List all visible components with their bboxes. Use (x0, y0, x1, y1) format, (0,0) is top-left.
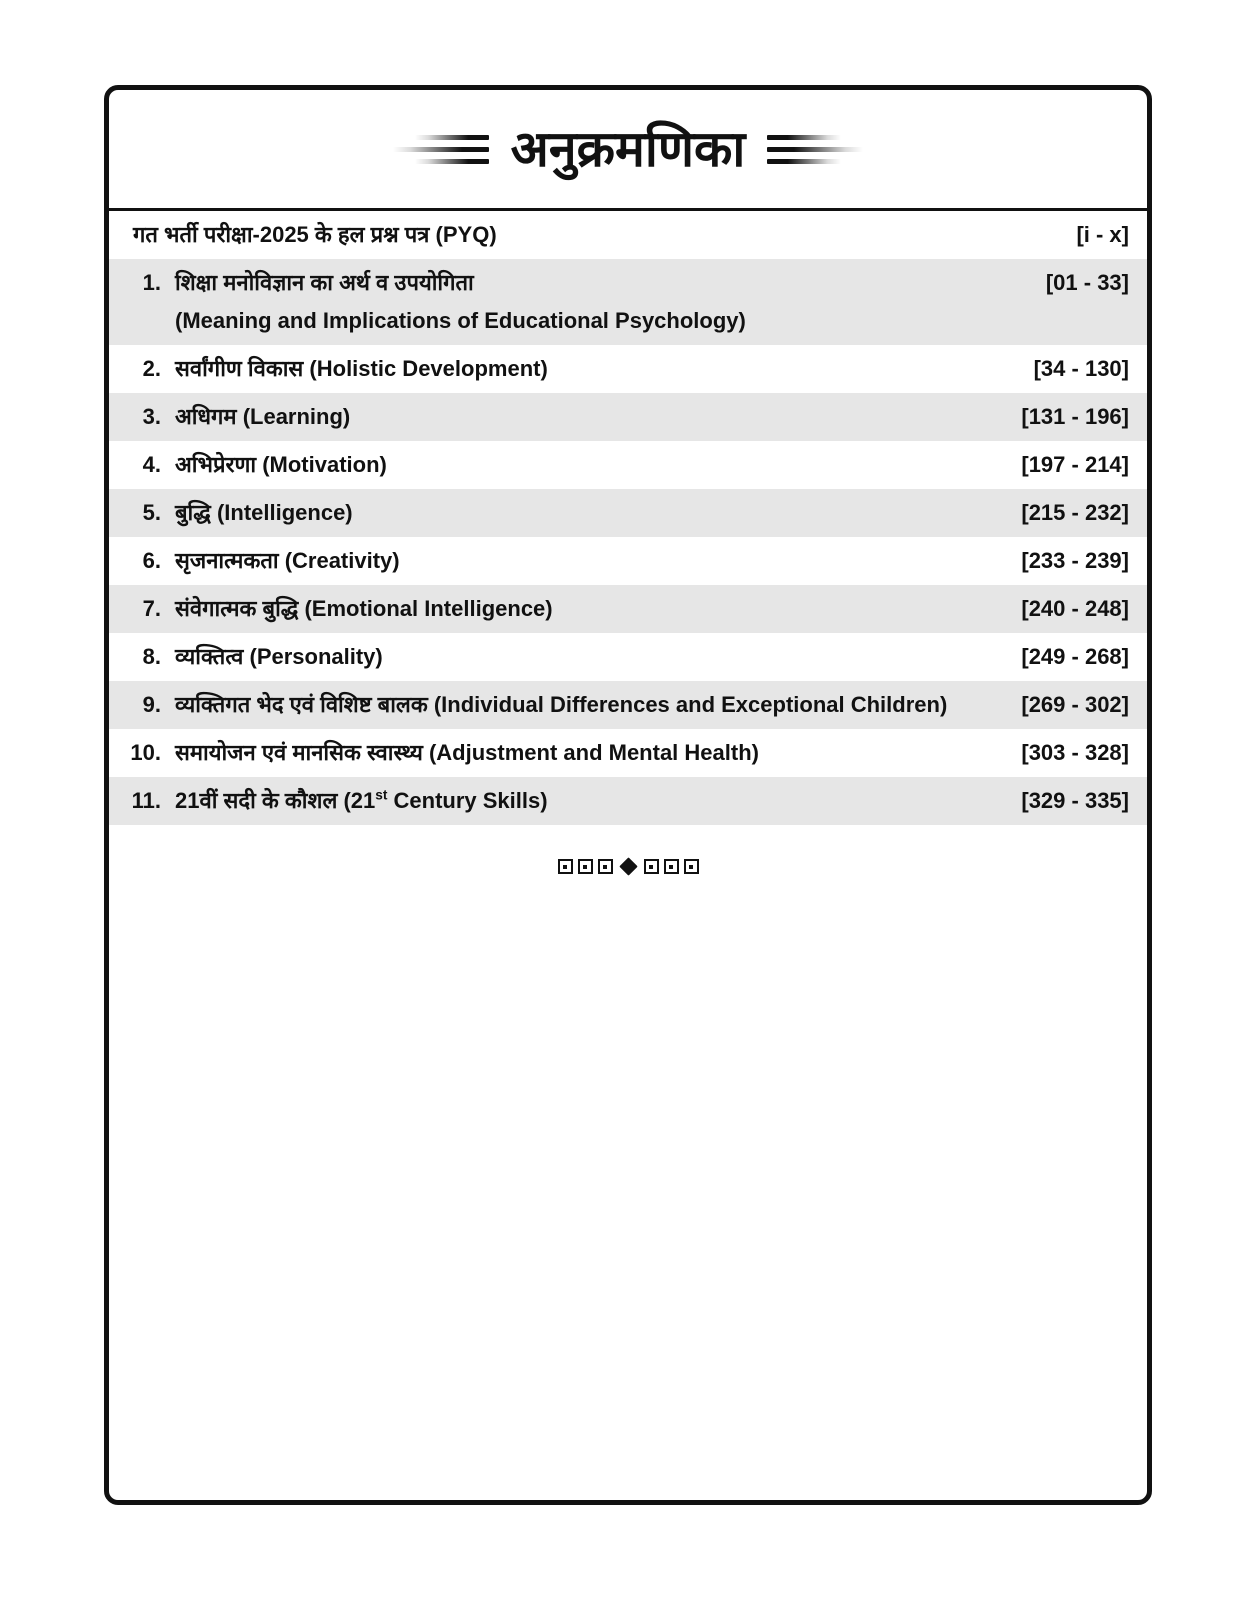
toc-page-frame (104, 85, 1152, 1505)
toc-row-number: 2. (142, 356, 161, 381)
toc-row-title-hindi: शिक्षा मनोविज्ञान का अर्थ व उपयोगिता (175, 270, 474, 295)
toc-row-11[interactable] (109, 777, 1147, 825)
square-dot-icon (578, 859, 593, 874)
toc-row-3[interactable] (109, 393, 1147, 441)
square-dot-icon (644, 859, 659, 874)
toc-row-number: 3. (142, 404, 161, 429)
diamond-icon (619, 857, 637, 875)
toc-row-2[interactable] (109, 345, 1147, 393)
toc-row-pages: [i - x] (1076, 222, 1129, 247)
toc-row-title: व्यक्तिगत भेद एवं विशिष्ट बालक (Individual Differences and Exceptional Children) (175, 692, 948, 717)
toc-row-title-prefix: 21वीं सदी के कौशल (21 (175, 788, 376, 813)
square-dot-icon (558, 859, 573, 874)
triple-line-ornament-left-icon (393, 135, 489, 164)
toc-row-body (175, 450, 1021, 480)
toc-row-pages: [197 - 214] (1021, 452, 1129, 477)
toc-row-body (175, 546, 1021, 576)
ordinal-suffix: st (375, 787, 388, 803)
toc-row-title: बुद्धि (Intelligence) (175, 500, 353, 525)
toc-row-title: अधिगम (Learning) (175, 404, 351, 429)
toc-row-number: 11. (131, 788, 161, 813)
toc-row-pyq[interactable] (109, 211, 1147, 259)
page-title: अनुक्रमणिका (510, 121, 746, 177)
toc-row-number: 5. (142, 500, 161, 525)
squares-diamond-ornament-icon (109, 859, 1147, 874)
toc-row-body (175, 786, 1021, 816)
toc-row-pages: [240 - 248] (1021, 596, 1129, 621)
toc-entry-list (109, 211, 1147, 825)
toc-row-9[interactable] (109, 681, 1147, 729)
title-block (109, 90, 1147, 211)
toc-row-body (133, 220, 1076, 250)
toc-row-body (175, 594, 1021, 624)
triple-line-ornament-right-icon (767, 135, 863, 164)
toc-row-body (175, 498, 1021, 528)
square-dot-icon (598, 859, 613, 874)
toc-row-title-suffix: Century Skills) (387, 788, 548, 813)
toc-row-pages: [303 - 328] (1021, 740, 1129, 765)
toc-row-body (175, 354, 1034, 384)
toc-row-pages: [269 - 302] (1021, 692, 1129, 717)
toc-row-body (175, 268, 1046, 336)
toc-row-pages: [34 - 130] (1033, 356, 1129, 381)
toc-row-1[interactable] (109, 259, 1147, 345)
toc-row-number: 8. (142, 644, 161, 669)
toc-row-number: 10. (130, 740, 161, 765)
toc-row-title (175, 786, 1015, 816)
toc-row-number: 7. (142, 596, 161, 621)
toc-row-body (175, 690, 1021, 720)
toc-row-title: सर्वांगीण विकास (Holistic Development) (175, 356, 548, 381)
toc-row-number: 1. (142, 270, 161, 295)
toc-row-title: संवेगात्मक बुद्धि (Emotional Intelligence) (175, 596, 553, 621)
toc-row-5[interactable] (109, 489, 1147, 537)
toc-row-4[interactable] (109, 441, 1147, 489)
toc-row-pages: [233 - 239] (1021, 548, 1129, 573)
toc-row-number: 4. (142, 452, 161, 477)
toc-row-10[interactable] (109, 729, 1147, 777)
toc-row-body (175, 402, 1021, 432)
toc-row-pages: [329 - 335] (1021, 788, 1129, 813)
toc-row-pages: [215 - 232] (1021, 500, 1129, 525)
toc-row-6[interactable] (109, 537, 1147, 585)
toc-row-title: सृजनात्मकता (Creativity) (175, 548, 400, 573)
square-dot-icon (664, 859, 679, 874)
toc-row-title: गत भर्ती परीक्षा-2025 के हल प्रश्न पत्र (PYQ) (133, 222, 497, 247)
toc-row-title: अभिप्रेरणा (Motivation) (175, 452, 387, 477)
square-dot-icon (684, 859, 699, 874)
toc-row-body (175, 642, 1021, 672)
toc-row-title: समायोजन एवं मानसिक स्वास्थ्य (Adjustment and Mental Health) (175, 740, 759, 765)
toc-row-pages: [01 - 33] (1045, 270, 1129, 295)
toc-row-pages: [249 - 268] (1021, 644, 1129, 669)
toc-row-body (175, 738, 1021, 768)
toc-row-title-english: (Meaning and Implications of Educational Psychology) (175, 308, 746, 333)
toc-row-7[interactable] (109, 585, 1147, 633)
toc-row-number: 9. (142, 692, 161, 717)
toc-row-title: व्यक्तित्व (Personality) (175, 644, 383, 669)
toc-row-number: 6. (142, 548, 161, 573)
toc-row-8[interactable] (109, 633, 1147, 681)
toc-row-pages: [131 - 196] (1021, 404, 1129, 429)
